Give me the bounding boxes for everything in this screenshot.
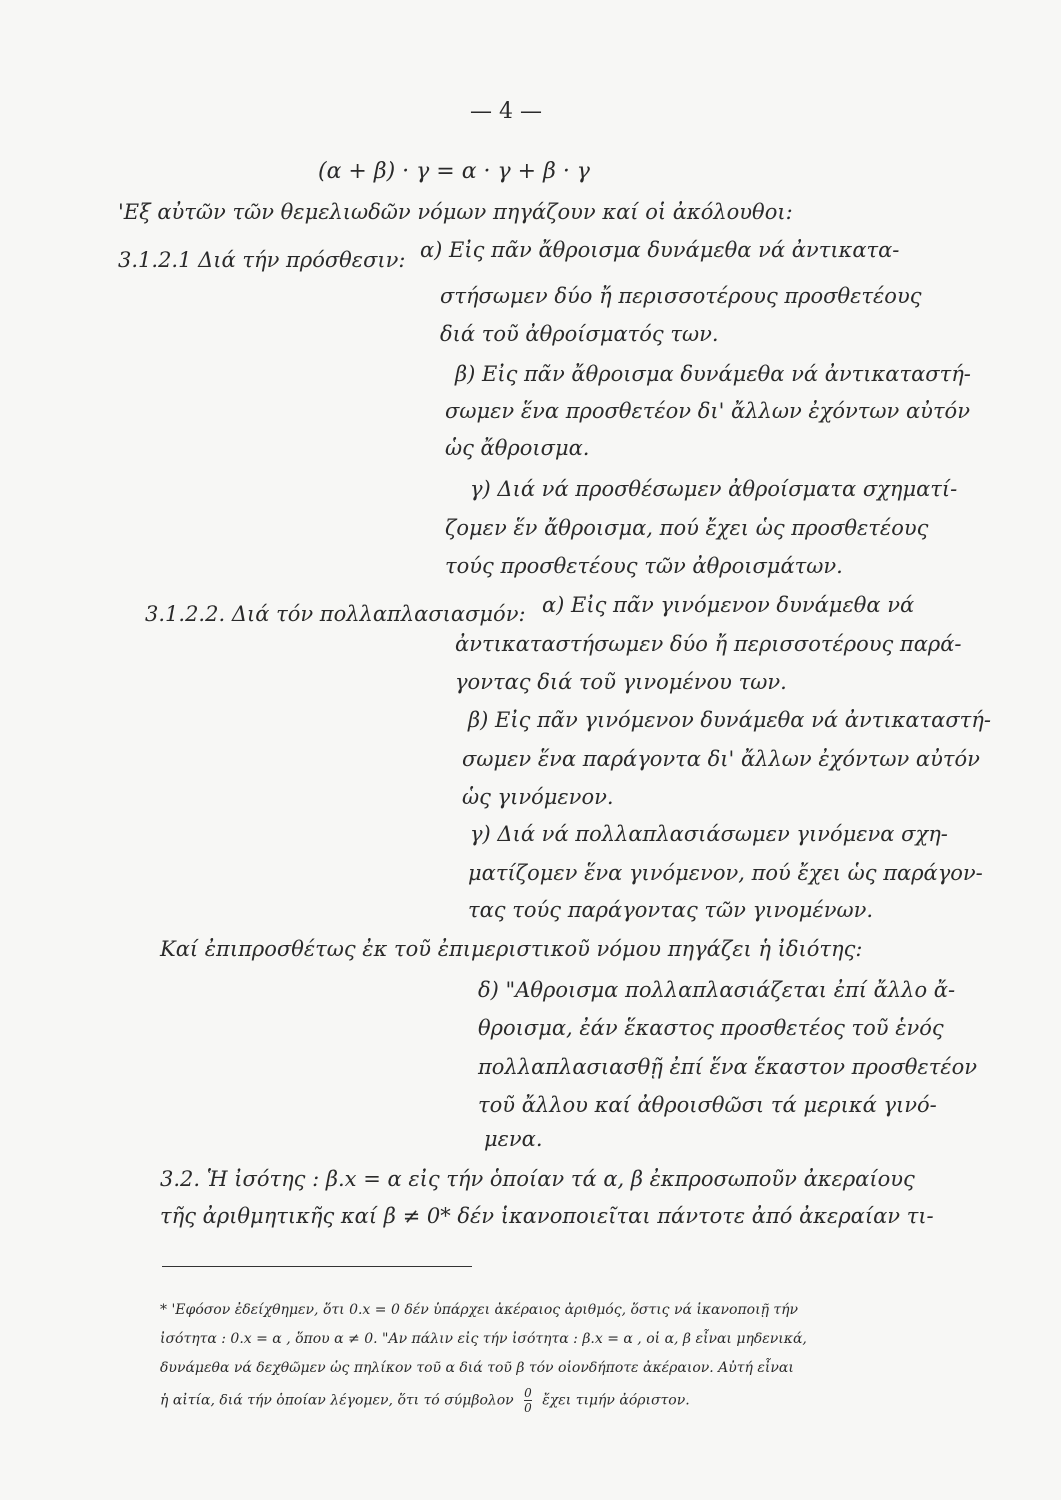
footnote-line4 [160,1387,690,1414]
section-3122-b-line1: β) Εἰς πᾶν γινόμενον δυνάμεθα νά ἀντικαταστή- [468,708,991,732]
section-3121-c-line2: ζομεν ἕν ἄθροισμα, πού ἔχει ὡς προσθετέους [445,516,929,540]
section-3121-a-line2: στήσωμεν δύο ἤ περισσοτέρους προσθετέους [440,284,922,308]
distributive-d-line5: μενα. [484,1127,543,1151]
distributive-intro: Καί ἐπιπροσθέτως ἐκ τοῦ ἐπιμεριστικοῦ νόμου πηγάζει ἡ ἰδιότης: [160,937,863,961]
footnote-line1: * 'Εφόσον ἐδείχθημεν, ὅτι 0.x = 0 δέν ὑπάρχει ἀκέραιος ἀριθμός, ὅστις νά ἱκανοποιῇ τήν [160,1302,799,1318]
distributive-d-line1: δ) "Αθροισμα πολλαπλασιάζεται ἐπί ἄλλο ἄ- [478,978,956,1002]
page-number: — 4 — [470,99,542,124]
zero-over-zero-fraction [524,1387,532,1414]
section-3122-heading: 3.1.2.2. Διά τόν πολλαπλασιασμόν: [145,602,526,626]
section-3121-a-line1: α) Εἰς πᾶν ἄθροισμα δυνάμεθα νά ἀντικατα- [420,238,900,262]
footnote-line2: ἰσότητα : 0.x = α , ὅπου α ≠ 0. "Αν πάλιν εἰς τήν ἰσότητα : β.x = α , οἱ α, β εἶναι μηδενικά, [160,1331,807,1347]
footnote-line4-text: ἡ αἰτία, διά τήν ὁποίαν λέγομεν, ὅτι τό σύμβολον [160,1392,514,1409]
section-3121-c-line1: γ) Διά νά προσθέσωμεν ἀθροίσματα σχηματί- [470,477,958,501]
section-3122-a-line3: γοντας διά τοῦ γινομένου των. [455,670,787,694]
footnote-line4-end: ἔχει τιμήν ἀόριστον. [542,1392,690,1409]
section-3121-b-line1: β) Εἰς πᾶν ἄθροισμα δυνάμεθα νά ἀντικαταστή- [455,362,971,386]
fraction-numerator: 0 [524,1386,532,1400]
section-3122-b-line2: σωμεν ἕνα παράγοντα δι' ἄλλων ἐχόντων αὐτόν [462,747,980,771]
fraction-denominator: 0 [524,1401,532,1415]
section-3122-a-line2: ἀντικαταστήσωμεν δύο ἤ περισσοτέρους παρά- [455,632,962,656]
section-32-line2: τῆς ἀριθμητικῆς καί β ≠ 0* δέν ἱκανοποιεῖται πάντοτε ἀπό ἀκεραίαν τι- [160,1204,934,1228]
distributive-d-line3: πολλαπλασιασθῇ ἐπί ἕνα ἕκαστον προσθετέον [478,1055,977,1079]
section-3121-b-line2: σωμεν ἕνα προσθετέον δι' ἄλλων ἐχόντων αὐτόν [445,399,970,423]
section-3122-a-line1: α) Εἰς πᾶν γινόμενον δυνάμεθα νά [542,593,915,617]
section-3122-c-line3: τας τούς παράγοντας τῶν γινομένων. [468,898,874,922]
intro-line: 'Εξ αὐτῶν τῶν θεμελιωδῶν νόμων πηγάζουν καί οἱ ἀκόλουθοι: [118,200,793,224]
distributive-d-line4: τοῦ ἄλλου καί ἀθροισθῶσι τά μερικά γινό- [478,1093,937,1117]
section-32-line1: 3.2. Ἡ ἰσότης : β.x = α εἰς τήν ὁποίαν τά α, β ἐκπροσωποῦν ἀκεραίους [160,1167,915,1191]
section-3121-heading: 3.1.2.1 Διά τήν πρόσθεσιν: [118,248,406,272]
footnote-divider [162,1266,472,1267]
distributive-formula: (α + β) · γ = α · γ + β · γ [318,159,590,184]
section-3121-b-line3: ὡς ἄθροισμα. [445,436,590,460]
section-3121-a-line3: διά τοῦ ἀθροίσματός των. [440,322,719,346]
section-3122-b-line3: ὡς γινόμενον. [462,785,614,809]
section-3122-c-line2: ματίζομεν ἕνα γινόμενον, πού ἔχει ὡς παράγον- [468,861,983,885]
section-3122-c-line1: γ) Διά νά πολλαπλασιάσωμεν γινόμενα σχη- [470,822,948,846]
distributive-d-line2: θροισμα, ἐάν ἕκαστος προσθετέος τοῦ ἑνός [478,1016,944,1040]
section-3121-c-line3: τούς προσθετέους τῶν ἀθροισμάτων. [445,554,843,578]
footnote-line3: δυνάμεθα νά δεχθῶμεν ὡς πηλίκον τοῦ α διά τοῦ β τόν οἱονδήποτε ἀκέραιον. Αὐτή εἶναι [160,1360,794,1376]
